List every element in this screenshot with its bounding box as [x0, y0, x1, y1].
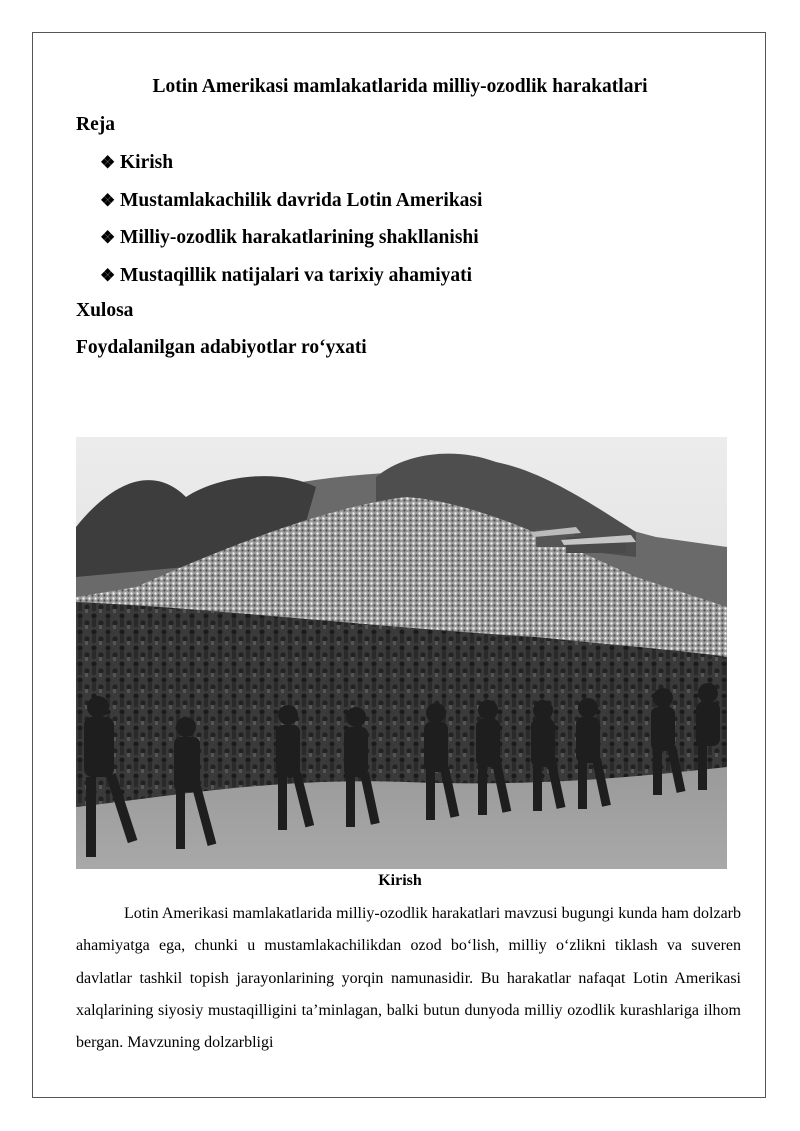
intro-paragraph: Lotin Amerikasi mamlakatlarida milliy-ozodlik harakatlari mavzusi bugungi kunda ham dolzarb ahamiyatga ega, chunki u mustamlakachilikdan ozod bo‘lish, milliy o‘zlikni tiklash va suveren davlatlar tashkil topish jarayonlarining yorqin namunasidir. Bu harakatlar nafaqat Lotin Amerikasi xalqlarining siyosiy mustaqilligini ta’minlagan, balki butun dunyoda milliy ozodlik kurashlariga ilhom bergan. Mavzuning dolzarbligi [76, 905, 741, 1052]
diamond-bullet-icon: ❖ [100, 190, 116, 210]
plan-heading: Reja [76, 114, 115, 135]
conclusion-heading: Xulosa [76, 300, 134, 321]
plan-item-label: Mustamlakachilik davrida Lotin Amerikasi [120, 189, 483, 211]
plan-item [100, 189, 482, 227]
section-caption: Kirish [378, 872, 422, 889]
photo-illustration [76, 437, 727, 869]
plan-list [100, 151, 482, 301]
document-title: Lotin Amerikasi mamlakatlarida milliy-ozodlik harakatlari [152, 76, 648, 97]
diamond-bullet-icon: ❖ [100, 265, 116, 285]
plan-item-label: Mustaqillik natijalari va tarixiy ahamiyati [120, 264, 473, 286]
plan-item [100, 151, 482, 189]
references-heading: Foydalanilgan adabiyotlar ro‘yxati [76, 337, 367, 358]
plan-item [100, 264, 482, 302]
diamond-bullet-icon: ❖ [100, 153, 116, 172]
plan-item [100, 226, 482, 264]
diamond-bullet-icon: ❖ [100, 228, 116, 247]
historical-photo [76, 437, 727, 869]
plan-item-label: Kirish [120, 152, 174, 173]
plan-item-label: Milliy-ozodlik harakatlarining shakllanishi [120, 227, 479, 248]
